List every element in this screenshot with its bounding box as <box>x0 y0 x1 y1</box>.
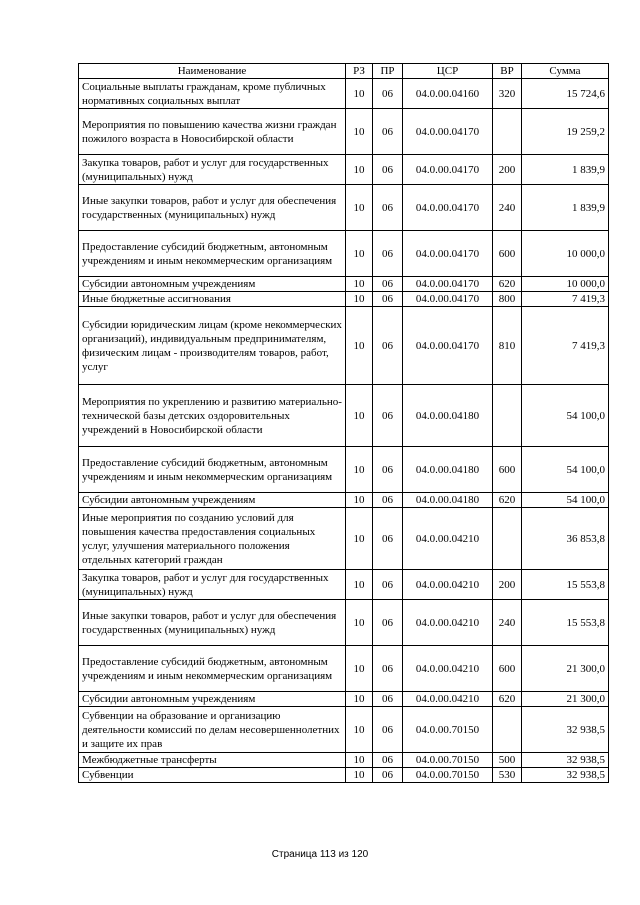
cell-csr: 04.0.00.04170 <box>403 307 493 385</box>
cell-rz: 10 <box>346 692 373 707</box>
table-row <box>79 231 609 277</box>
cell-rz: 10 <box>346 493 373 508</box>
cell-vr: 200 <box>493 570 522 600</box>
cell-sum: 7 419,3 <box>522 307 609 385</box>
table-row <box>79 692 609 707</box>
cell-name: Иные закупки товаров, работ и услуг для обеспечения государственных (муниципальных) нужд <box>79 600 346 646</box>
cell-vr: 620 <box>493 692 522 707</box>
cell-pr: 06 <box>373 707 403 753</box>
cell-csr: 04.0.00.04170 <box>403 231 493 277</box>
cell-sum: 21 300,0 <box>522 692 609 707</box>
cell-csr: 04.0.00.70150 <box>403 768 493 783</box>
cell-csr: 04.0.00.04210 <box>403 692 493 707</box>
cell-rz: 10 <box>346 447 373 493</box>
table-row <box>79 79 609 109</box>
cell-vr: 320 <box>493 79 522 109</box>
cell-rz: 10 <box>346 707 373 753</box>
cell-pr: 06 <box>373 185 403 231</box>
cell-rz: 10 <box>346 385 373 447</box>
header-csr: ЦСР <box>403 64 493 79</box>
cell-vr <box>493 508 522 570</box>
cell-pr: 06 <box>373 277 403 292</box>
cell-vr: 500 <box>493 753 522 768</box>
cell-csr: 04.0.00.04170 <box>403 155 493 185</box>
header-rz: РЗ <box>346 64 373 79</box>
cell-name: Межбюджетные трансферты <box>79 753 346 768</box>
cell-vr: 810 <box>493 307 522 385</box>
cell-vr: 600 <box>493 447 522 493</box>
cell-name: Субвенции <box>79 768 346 783</box>
cell-rz: 10 <box>346 753 373 768</box>
cell-csr: 04.0.00.04180 <box>403 385 493 447</box>
table-row <box>79 753 609 768</box>
cell-name: Мероприятия по повышению качества жизни граждан пожилого возраста в Новосибирской области <box>79 109 346 155</box>
cell-csr: 04.0.00.04170 <box>403 185 493 231</box>
table-row <box>79 768 609 783</box>
cell-rz: 10 <box>346 646 373 692</box>
cell-sum: 19 259,2 <box>522 109 609 155</box>
cell-sum: 32 938,5 <box>522 768 609 783</box>
cell-pr: 06 <box>373 447 403 493</box>
cell-csr: 04.0.00.04210 <box>403 646 493 692</box>
cell-name: Иные бюджетные ассигнования <box>79 292 346 307</box>
cell-sum: 21 300,0 <box>522 646 609 692</box>
table-row <box>79 447 609 493</box>
cell-sum: 10 000,0 <box>522 277 609 292</box>
cell-sum: 1 839,9 <box>522 185 609 231</box>
cell-pr: 06 <box>373 570 403 600</box>
cell-rz: 10 <box>346 155 373 185</box>
table-header-row <box>79 64 609 79</box>
cell-sum: 32 938,5 <box>522 707 609 753</box>
cell-sum: 36 853,8 <box>522 508 609 570</box>
cell-name: Предоставление субсидий бюджетным, автономным учреждениям и иным некоммерческим организациям <box>79 231 346 277</box>
cell-sum: 54 100,0 <box>522 493 609 508</box>
header-pr: ПР <box>373 64 403 79</box>
cell-vr <box>493 385 522 447</box>
cell-csr: 04.0.00.04170 <box>403 277 493 292</box>
table-row <box>79 493 609 508</box>
cell-rz: 10 <box>346 231 373 277</box>
cell-rz: 10 <box>346 109 373 155</box>
cell-name: Закупка товаров, работ и услуг для государственных (муниципальных) нужд <box>79 155 346 185</box>
table-row <box>79 277 609 292</box>
cell-pr: 06 <box>373 508 403 570</box>
cell-vr: 600 <box>493 231 522 277</box>
cell-vr: 530 <box>493 768 522 783</box>
cell-sum: 54 100,0 <box>522 385 609 447</box>
cell-pr: 06 <box>373 600 403 646</box>
table-row <box>79 185 609 231</box>
cell-vr <box>493 109 522 155</box>
table-row <box>79 646 609 692</box>
cell-csr: 04.0.00.04180 <box>403 493 493 508</box>
cell-sum: 7 419,3 <box>522 292 609 307</box>
cell-sum: 32 938,5 <box>522 753 609 768</box>
cell-csr: 04.0.00.70150 <box>403 753 493 768</box>
table-row <box>79 600 609 646</box>
table-row <box>79 109 609 155</box>
cell-pr: 06 <box>373 646 403 692</box>
table-row <box>79 307 609 385</box>
cell-csr: 04.0.00.04180 <box>403 447 493 493</box>
table-row <box>79 707 609 753</box>
cell-vr: 620 <box>493 493 522 508</box>
table-row <box>79 508 609 570</box>
cell-rz: 10 <box>346 768 373 783</box>
cell-sum: 15 724,6 <box>522 79 609 109</box>
cell-name: Субсидии юридическим лицам (кроме некоммерческих организаций), индивидуальным предпринимателям, физическим лицам - производителям товаров, работ, услуг <box>79 307 346 385</box>
cell-vr: 200 <box>493 155 522 185</box>
table-row <box>79 292 609 307</box>
cell-sum: 15 553,8 <box>522 570 609 600</box>
cell-name: Иные закупки товаров, работ и услуг для обеспечения государственных (муниципальных) нужд <box>79 185 346 231</box>
cell-csr: 04.0.00.04210 <box>403 508 493 570</box>
cell-csr: 04.0.00.04170 <box>403 292 493 307</box>
cell-pr: 06 <box>373 109 403 155</box>
cell-vr <box>493 707 522 753</box>
cell-csr: 04.0.00.04160 <box>403 79 493 109</box>
budget-table <box>78 63 609 783</box>
cell-sum: 15 553,8 <box>522 600 609 646</box>
cell-rz: 10 <box>346 307 373 385</box>
cell-vr: 240 <box>493 185 522 231</box>
cell-rz: 10 <box>346 570 373 600</box>
cell-pr: 06 <box>373 155 403 185</box>
cell-name: Субсидии автономным учреждениям <box>79 493 346 508</box>
cell-name: Закупка товаров, работ и услуг для государственных (муниципальных) нужд <box>79 570 346 600</box>
header-vr: ВР <box>493 64 522 79</box>
cell-csr: 04.0.00.04210 <box>403 600 493 646</box>
cell-vr: 620 <box>493 277 522 292</box>
cell-sum: 54 100,0 <box>522 447 609 493</box>
cell-rz: 10 <box>346 600 373 646</box>
cell-name: Мероприятия по укреплению и развитию материально-технической базы детских оздоровительных учреждений в Новосибирской области <box>79 385 346 447</box>
cell-name: Субсидии автономным учреждениям <box>79 692 346 707</box>
cell-rz: 10 <box>346 277 373 292</box>
cell-pr: 06 <box>373 307 403 385</box>
cell-pr: 06 <box>373 692 403 707</box>
cell-pr: 06 <box>373 79 403 109</box>
cell-sum: 1 839,9 <box>522 155 609 185</box>
cell-vr: 800 <box>493 292 522 307</box>
cell-name: Субсидии автономным учреждениям <box>79 277 346 292</box>
cell-vr: 240 <box>493 600 522 646</box>
page-number: Страница 113 из 120 <box>271 849 369 860</box>
cell-vr: 600 <box>493 646 522 692</box>
cell-csr: 04.0.00.04170 <box>403 109 493 155</box>
cell-name: Предоставление субсидий бюджетным, автономным учреждениям и иным некоммерческим организациям <box>79 646 346 692</box>
cell-rz: 10 <box>346 508 373 570</box>
cell-pr: 06 <box>373 292 403 307</box>
table-row <box>79 570 609 600</box>
header-sum: Сумма <box>522 64 609 79</box>
cell-pr: 06 <box>373 231 403 277</box>
table-row <box>79 155 609 185</box>
cell-rz: 10 <box>346 292 373 307</box>
cell-rz: 10 <box>346 79 373 109</box>
header-name: Наименование <box>79 64 346 79</box>
cell-pr: 06 <box>373 385 403 447</box>
cell-csr: 04.0.00.04210 <box>403 570 493 600</box>
cell-pr: 06 <box>373 768 403 783</box>
cell-rz: 10 <box>346 185 373 231</box>
cell-csr: 04.0.00.70150 <box>403 707 493 753</box>
cell-name: Иные мероприятия по созданию условий для повышения качества предоставления социальных услуг, улучшения материального положения отдельных категорий граждан <box>79 508 346 570</box>
cell-sum: 10 000,0 <box>522 231 609 277</box>
cell-pr: 06 <box>373 753 403 768</box>
cell-name: Предоставление субсидий бюджетным, автономным учреждениям и иным некоммерческим организациям <box>79 447 346 493</box>
cell-pr: 06 <box>373 493 403 508</box>
cell-name: Социальные выплаты гражданам, кроме публичных нормативных социальных выплат <box>79 79 346 109</box>
table-row <box>79 385 609 447</box>
cell-name: Субвенции на образование и организацию деятельности комиссий по делам несовершеннолетних и защите их прав <box>79 707 346 753</box>
